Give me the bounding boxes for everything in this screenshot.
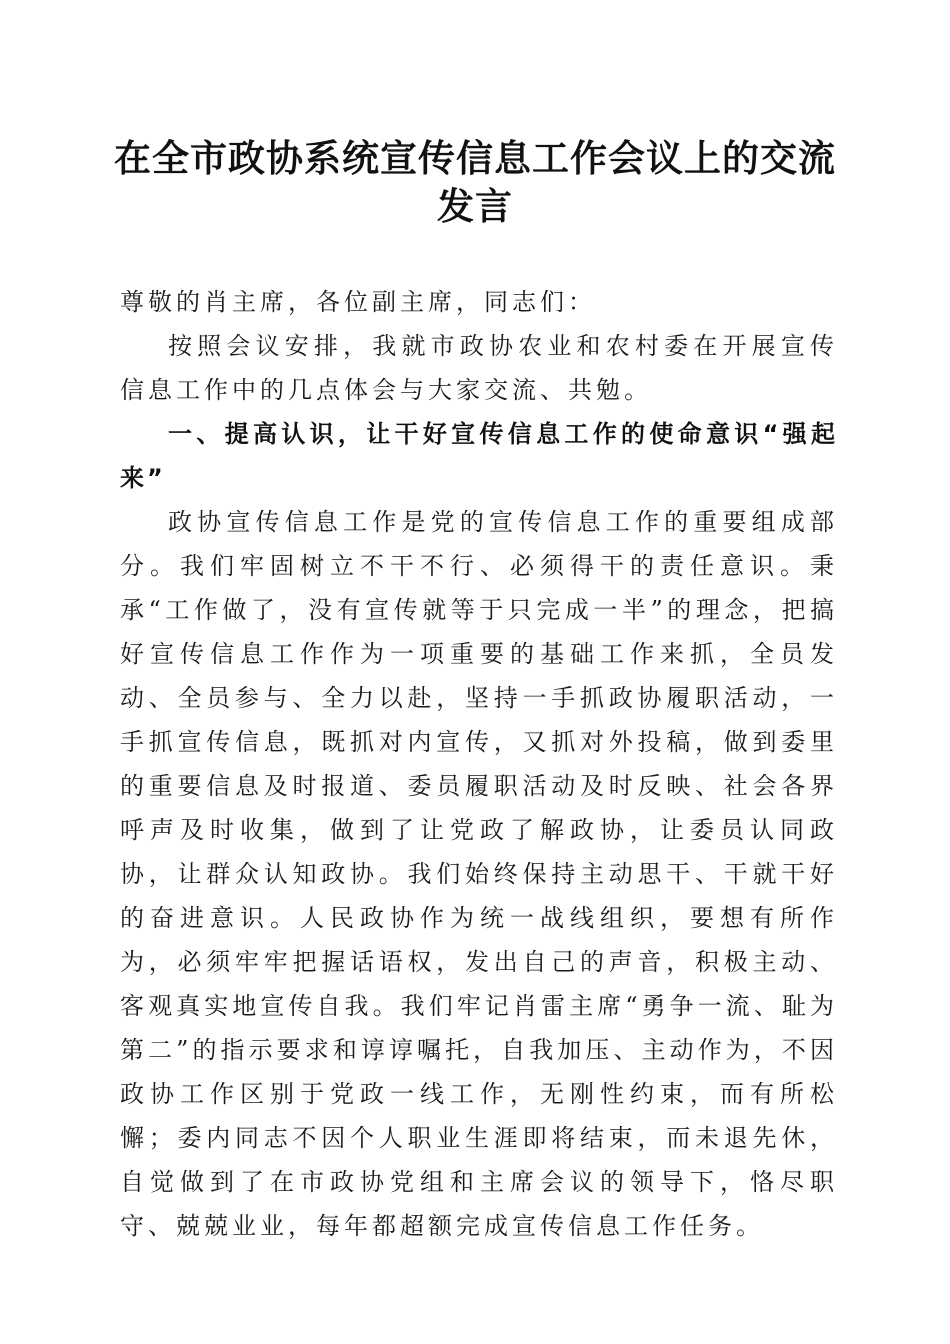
intro-paragraph: 按照会议安排，我就市政协农业和农村委在开展宣传信息工作中的几点体会与大家交流、共勉。 (120, 332, 838, 404)
section-heading: 一、提高认识，让干好宣传信息工作的使命意识“强起来” (120, 420, 838, 492)
document-title: 在全市政协系统宣传信息工作会议上的交流发言 (114, 136, 836, 228)
salutation: 尊敬的肖主席，各位副主席，同志们： (120, 288, 596, 316)
body-paragraph: 政协宣传信息工作是党的宣传信息工作的重要组成部分。我们牢固树立不干不行、必须得干的责任意识。秉承“工作做了，没有宣传就等于只完成一半”的理念，把搞好宣传信息工作作为一项重要的基础工作来抓，全员发动、全员参与、全力以赴，坚持一手抓政协履职活动，一手抓宣传信息，既抓对内宣传，又抓对外投稿，做到委里的重要信息及时报道、委员履职活动及时反映、社会各界呼声及时收集，做到了让党政了解政协，让委员认同政协，让群众认知政协。我们始终保持主动思干、干就干好的奋进意识。人民政协作为统一战线组织，要想有所作为，必须牢牢把握话语权，发出自己的声音，积极主动、客观真实地宣传自我。我们牢记肖雷主席“勇争一流、耻为第二”的指示要求和谆谆嘱托，自我加压、主动作为，不因政协工作区别于党政一线工作，无刚性约束，而有所松懈；委内同志不因个人职业生涯即将结束，而未退先休，自觉做到了在市政协党组和主席会议的领导下，恪尽职守、兢兢业业，每年都超额完成宣传信息工作任务。 (120, 508, 838, 1240)
document-body (120, 280, 838, 1248)
